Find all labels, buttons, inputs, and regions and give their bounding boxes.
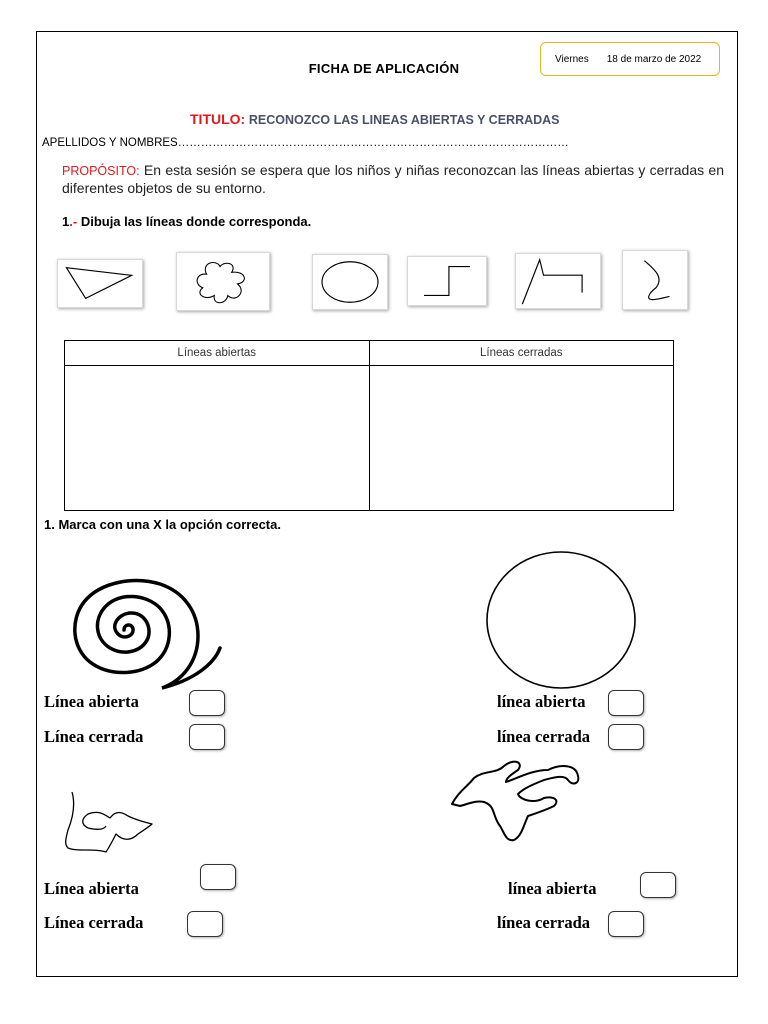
item2-closed-checkbox[interactable]: [608, 724, 644, 750]
item1-open-checkbox[interactable]: [189, 690, 225, 716]
item3-closed-label: Línea cerrada: [44, 913, 144, 932]
date-text: 18 de marzo de 2022: [606, 53, 702, 65]
header-closed-lines: Líneas cerradas: [369, 341, 674, 366]
item2-open-checkbox[interactable]: [608, 690, 644, 716]
item3-open-label: Línea abierta: [44, 879, 139, 898]
purpose-text: En esta sesión se espera que los niños y niñas reconozcan las líneas abiertas y cerradas en diferentes objetos de su entorno.: [62, 162, 725, 196]
exercise-2-instruction: 1. Marca con una X la opción correcta.: [44, 517, 281, 532]
step-line-shape: [407, 256, 487, 306]
item3-open-checkbox[interactable]: [200, 864, 236, 890]
day-text: Viernes: [555, 53, 589, 65]
wavy-blob-shape: [176, 252, 270, 311]
open-lines-drawing-cell[interactable]: [65, 366, 370, 511]
closed-lines-drawing-cell[interactable]: [369, 366, 674, 511]
item1-closed-label: Línea cerrada: [44, 727, 144, 746]
item3-closed-checkbox[interactable]: [187, 911, 223, 937]
purpose-paragraph: [62, 162, 724, 197]
item1-open-label: Línea abierta: [44, 692, 139, 711]
lines-classification-table: [64, 340, 674, 511]
spiral-figure: [44, 568, 232, 692]
purpose-label: PROPÓSITO:: [62, 164, 140, 178]
sheet-title: FICHA DE APLICACIÓN: [308, 61, 460, 76]
item4-closed-checkbox[interactable]: [608, 911, 644, 937]
ellipse-shape: [312, 254, 388, 310]
exercise-1-instruction: 1.- Dibuja las líneas donde corresponda.: [62, 214, 312, 229]
triangle-shape: [57, 259, 143, 308]
closed-blob-figure: [448, 756, 584, 844]
header-open-lines: Líneas abiertas: [65, 341, 370, 366]
item4-closed-label: línea cerrada: [497, 913, 591, 932]
title-label: TITULO:: [190, 111, 246, 127]
item4-open-checkbox[interactable]: [640, 872, 676, 898]
item1-closed-checkbox[interactable]: [189, 724, 225, 750]
item2-open-label: línea abierta: [497, 692, 586, 711]
bracket-line-shape: [515, 253, 601, 309]
title-text: RECONOZCO LAS LINEAS ABIERTAS Y CERRADAS: [248, 113, 560, 127]
student-names-line[interactable]: APELLIDOS Y NOMBRES…………………………………………………………………………………………: [42, 137, 569, 149]
item4-open-label: línea abierta: [508, 879, 597, 898]
lesson-title: [190, 111, 560, 127]
open-scribble-figure: [58, 790, 158, 854]
item2-closed-label: línea cerrada: [497, 727, 591, 746]
curved-line-shape: [622, 250, 688, 310]
circle-figure: [484, 550, 638, 690]
